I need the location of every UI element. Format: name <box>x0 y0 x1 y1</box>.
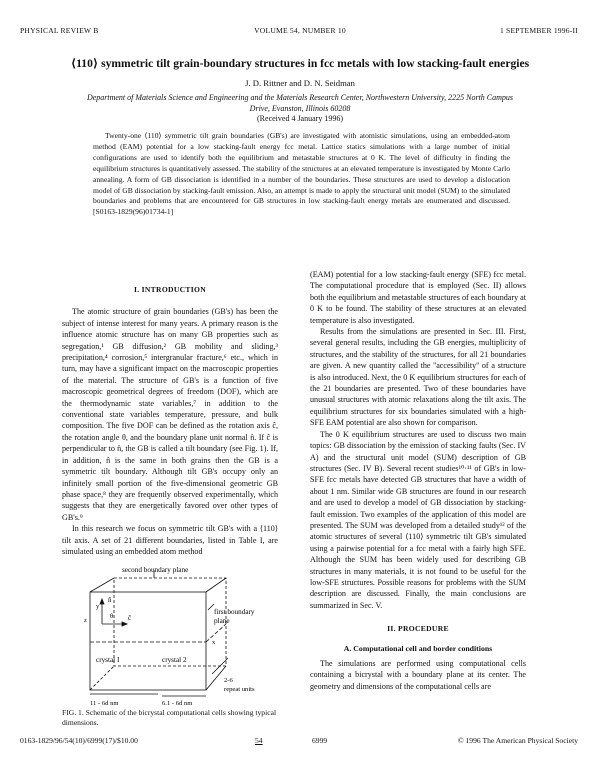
cell-back-face <box>114 578 226 666</box>
intro-paragraph-2: In this research we focus on symmetric tilt GB's with a ⟨110⟩ tilt axis. A set of 21 different boundaries, listed in Table I, are simulated using an embedded atom method <box>62 524 278 556</box>
footer-volume: 54 <box>255 736 263 745</box>
left-column <box>62 284 278 557</box>
label-theta: θ <box>110 613 114 620</box>
footer-page-number: 6999 <box>312 736 328 745</box>
volume-number: VOLUME 54, NUMBER 10 <box>254 26 346 35</box>
cell-front-face <box>90 592 206 690</box>
footer-copyright: © 1996 The American Physical Society <box>457 736 578 745</box>
right-paragraph-1: (EAM) potential for a low stacking-fault energy (SFE) fcc metal. The computational procedure that is employed (Sec. II) allows both the equilibrium and metastable structures of each boundary at 0 K to be found. The stability of these structures at an elevated temperature is also investigated. <box>310 270 526 325</box>
figure-1 <box>62 562 278 710</box>
label-repeat-units-2: repeat units <box>224 686 255 693</box>
abstract: Twenty-one ⟨110⟩ symmetric tilt grain boundaries (GB's) are investigated with atomistic simulations, using an embedded-atom method (EAM) potential for a low stacking-fault energy fcc metal. Lattice statics simulations with a large number of initial configurations are used to identify both the equilibrium and metastable structures at 0 K. The level of difficulty in finding the equilibrium structures is quantitatively assessed. The stability of the structures at an elevated temperature is investigated by Monte Carlo annealing. A form of GB dissociation is identified in a number of the boundaries. These structures are used to develop a dislocation model of GB dissociation by stacking-fault emission. Also, an attempt is made to apply the structural unit model (SUM) to the simulated boundaries and problems that are encountered for GB structures in low stacking-fault energy metals are enumerated and discussed. [S0163-1829(96)01734-1] <box>93 131 510 217</box>
label-dimension-2: 6.1 - 6d nm <box>162 700 193 707</box>
received-date: (Received 4 January 1996) <box>257 114 343 123</box>
journal-name: PHYSICAL REVIEW B <box>20 26 99 35</box>
footer-doi: 0163-1829/96/54(10)/6999(17)/$10.00 <box>20 736 138 745</box>
figure-1-caption: FIG. 1. Schematic of the bicrystal computational cells showing typical dimensions. <box>62 708 277 728</box>
label-y: y <box>96 603 100 610</box>
subsection-heading: A. Computational cell and border conditions <box>343 643 493 653</box>
label-crystal-1: crystal I <box>96 656 120 664</box>
label-x: x <box>212 639 216 646</box>
right-paragraph-3: The 0 K equilibrium structures are used to discuss two main topics: GB dissociation by the emission of stacking faults (Sec. IV A) and the structural unit model (SUM) description of GB structures (Sec. IV B). Several recent studies¹⁰·¹¹ of GB's in low-SFE fcc metals have detected GB structures that have a width of about 1 nm. Similar wide GB structures are found in our research and are used to develop a model of GB dissociation by stacking-fault emission. Two examples of the application of this model are presented. The SUM was developed from a detailed study¹² of the atomic structures of several ⟨110⟩ symmetric tilt GB's simulated using a pairwise potential for a fcc metal with a fairly high SFE. Although the SUM has been widely used for describing GB structures in many materials, it is not found to be useful for the low-SFE structures. Possible reasons for problems with the SUM description are discussed. Finally, the main conclusions are summarized in Sec. V. <box>310 429 526 610</box>
label-second-boundary-plane: second boundary plane <box>122 566 189 574</box>
intro-paragraph-1: The atomic structure of grain boundaries (GB's) has been the subject of intense interest for many years. A primary reason is the influence atomic structure has on many GB properties such as segregation,¹ GB diffusion,² GB mobility and sliding,³ precipitation,⁴ corrosion,⁵ intergranular fracture,⁶ etc., which in turn, may have a significant impact on the macroscopic properties of the material. The structure of GB's is a function of five macroscopic geometrical degrees of freedom (DOF), which are the thermodynamic state variables,⁷ in addition to the conventional state variables temperature, pressure, and bulk composition. The five DOF can be defined as the rotation axis ĉ, the rotation angle θ, and the boundary plane unit normal n̂. If ĉ is perpendicular to n̂, the GB is called a tilt boundary (see Fig. 1). If, in addition, n̂ is the same in both grains then the GB is a symmetric tilt boundary. Although tilt GB's occupy only an infinitely small portion of the five-dimensional geometric GB phase space,⁸ they are frequently observed experimentally, which suggests that they are energetically favored over other types of GB's.⁹ <box>62 307 278 522</box>
issue-date: 1 SEPTEMBER 1996-II <box>499 26 578 35</box>
section-heading-introduction: I. INTRODUCTION <box>133 285 206 294</box>
label-repeat-units-1: 2-6 <box>224 677 233 684</box>
paper-title: ⟨110⟩ symmetric tilt grain-boundary structures in fcc metals with low stacking-fault energies <box>70 57 530 70</box>
label-first-boundary-plane-2: plane <box>214 617 230 625</box>
section-heading-procedure: II. PROCEDURE <box>387 624 449 634</box>
label-dimension-1: 11 - 6d nm <box>90 700 119 707</box>
label-first-boundary-plane-1: first boundary <box>214 608 255 616</box>
right-paragraph-2: Results from the simulations are presented in Sec. III. First, several general results, including the GB energies, multiplicity of structures, and the stability of the structures, for all 21 boundaries are given. A new quantity called the ''accessibility'' of a structure is also introduced. Next, the 0 K equilibrium structures for each of the 21 boundaries are presented. Two of these boundaries have unusual structures with atomic relaxations along the tilt axis. The equilibrium structures for six boundaries simulated with a high-SFE EAM potential are also shown for comparison. <box>310 327 526 428</box>
bicrystal-schematic <box>62 562 278 710</box>
label-tilt-axis: ĉ <box>128 614 132 622</box>
label-crystal-2: crystal 2 <box>162 656 187 664</box>
label-normal: n̂ <box>108 596 112 604</box>
right-column <box>310 269 526 692</box>
authors: J. D. Rittner and D. N. Seidman <box>245 78 355 88</box>
affiliation: Department of Materials Science and Engineering and the Materials Research Center, Northwestern University, 2225 North Campus Drive, Evanston, Illinois 60208 <box>86 93 514 113</box>
procedure-paragraph-1: The simulations are performed using computational cells containing a bicrystal with a boundary plane at its center. The geometry and dimensions of the computational cells are <box>310 659 526 691</box>
label-z: z <box>84 617 87 624</box>
